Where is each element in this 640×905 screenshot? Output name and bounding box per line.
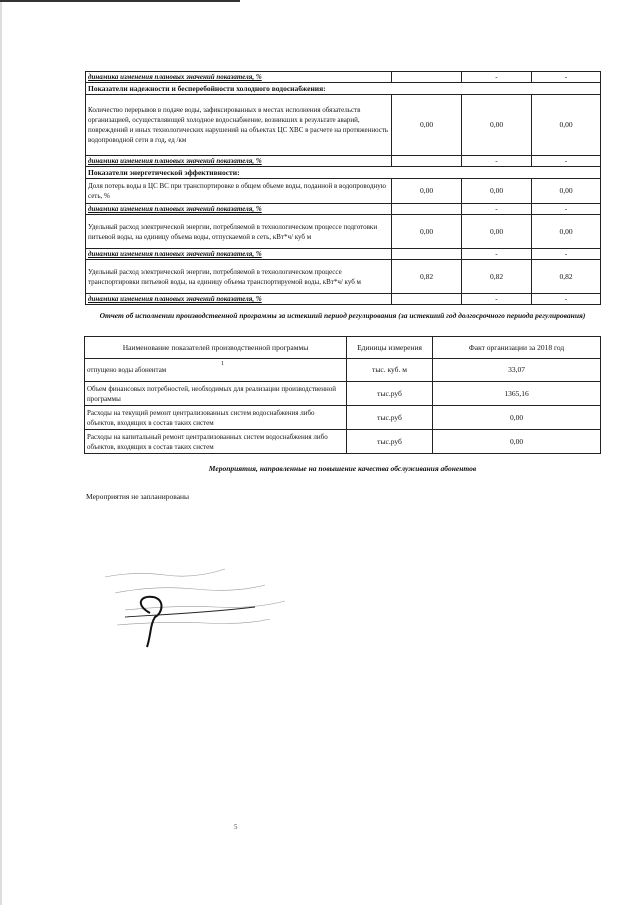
indicators-table xyxy=(85,71,601,305)
section-row xyxy=(86,83,601,95)
indicator-value: 0,00 xyxy=(462,179,532,204)
row-name: отпущено воды абонентам xyxy=(85,359,347,382)
indicator-value: 0,00 xyxy=(532,179,601,204)
indicator-value: - xyxy=(462,204,532,215)
report-table xyxy=(84,336,601,454)
indicator-value: - xyxy=(532,72,601,83)
indicator-value xyxy=(392,204,462,215)
tick-mark: 1 xyxy=(221,361,224,367)
indicator-row xyxy=(86,215,601,249)
measures-text: Мероприятия не запланированы xyxy=(86,492,190,501)
indicator-value xyxy=(392,294,462,305)
indicator-label: динамика изменения плановых значений показателя, % xyxy=(86,156,392,167)
indicator-value: 0,82 xyxy=(392,260,462,294)
top-line xyxy=(0,0,240,2)
report-row xyxy=(85,359,601,382)
report-title: Отчет об исполнении производственной программы за истекший период регулирования (за истекший год долгосрочного периода регулирования) xyxy=(99,311,586,320)
indicator-label: динамика изменения плановых значений показателя, % xyxy=(86,204,392,215)
row-fact: 0,00 xyxy=(433,406,601,430)
indicator-label: динамика изменения плановых значений показателя, % xyxy=(86,249,392,260)
row-name: Расходы на текущий ремонт централизованных систем водоснабжения либо объектов, входящих в состав таких систем xyxy=(85,406,347,430)
row-unit: тыс.руб xyxy=(347,406,433,430)
section-label: Показатели надежности и бесперебойности холодного водоснабжения: xyxy=(86,83,601,95)
indicator-value: 0,00 xyxy=(532,95,601,156)
indicator-value: 0,00 xyxy=(392,215,462,249)
indicator-value: - xyxy=(462,72,532,83)
report-row xyxy=(85,382,601,406)
indicator-value: 0,00 xyxy=(392,179,462,204)
indicator-value: - xyxy=(532,294,601,305)
dynamics-row xyxy=(86,204,601,215)
header-fact: Факт организации за 2018 год xyxy=(433,337,601,359)
indicator-row xyxy=(86,260,601,294)
dynamics-row xyxy=(86,156,601,167)
measures-title: Мероприятия, направленные на повышение качества обслуживания абонентов xyxy=(208,464,477,473)
header-unit: Единицы измерения xyxy=(347,337,433,359)
indicator-label: Доля потерь воды в ЦС ВС при транспортировке в общем объеме воды, поданной в водопроводную сеть, % xyxy=(86,179,392,204)
indicator-label: Удельный расход электрической энергии, потребляемой в технологическом процессе транспортировки питьевой воды, на единицу объема транспортируемой воды, кВт*ч/ куб м xyxy=(86,260,392,294)
indicator-value: - xyxy=(462,156,532,167)
signature-stamp xyxy=(95,555,295,655)
row-fact: 33,07 xyxy=(433,359,601,382)
row-name: Объем финансовых потребностей, необходимых для реализации производственной программы xyxy=(85,382,347,406)
indicator-value: - xyxy=(532,204,601,215)
indicator-value: - xyxy=(462,249,532,260)
indicator-label: динамика изменения плановых значений показателя, % xyxy=(86,72,392,83)
header-name: Наименование показателей производственной программы xyxy=(85,337,347,359)
scan-edge xyxy=(0,0,2,905)
report-row xyxy=(85,406,601,430)
indicator-value: 0,82 xyxy=(462,260,532,294)
indicator-label: динамика изменения плановых значений показателя, % xyxy=(86,294,392,305)
indicator-value: - xyxy=(462,294,532,305)
row-fact: 0,00 xyxy=(433,430,601,454)
section-label: Показатели энергетической эффективности: xyxy=(86,167,601,179)
indicator-value: 0,00 xyxy=(532,215,601,249)
dynamics-row xyxy=(86,249,601,260)
indicator-value xyxy=(392,249,462,260)
indicator-value: 0,00 xyxy=(462,215,532,249)
row-fact: 1365,16 xyxy=(433,382,601,406)
indicator-value xyxy=(392,72,462,83)
dynamics-row xyxy=(86,72,601,83)
report-header-row xyxy=(85,337,601,359)
indicator-row xyxy=(86,179,601,204)
indicator-value: 0,00 xyxy=(392,95,462,156)
indicator-value: 0,00 xyxy=(462,95,532,156)
dynamics-row xyxy=(86,294,601,305)
indicator-value xyxy=(392,156,462,167)
indicator-row xyxy=(86,95,601,156)
page-mark: 5 xyxy=(234,823,238,831)
indicator-value: - xyxy=(532,156,601,167)
indicator-label: Удельный расход электрической энергии, потребляемой в технологическом процессе подготовки питьевой воды, на единицу объема воды, отпускаемой в сеть, кВт*ч/ куб м xyxy=(86,215,392,249)
row-unit: тыс.руб xyxy=(347,382,433,406)
row-name: Расходы на капитальный ремонт централизованных систем водоснабжения либо объектов, входящих в состав таких систем xyxy=(85,430,347,454)
indicator-value: - xyxy=(532,249,601,260)
section-row xyxy=(86,167,601,179)
indicator-value: 0,82 xyxy=(532,260,601,294)
report-row xyxy=(85,430,601,454)
row-unit: тыс. куб. м xyxy=(347,359,433,382)
indicator-label: Количество перерывов в подаче воды, зафиксированных в местах исполнения обязательств организацией, осуществляющей холодное водоснабжение, возникших в результате аварий, повреждений и иных технологических нарушений на объектах ЦС ХВС в расчете на протяженность водопроводной сети в год, ед /км xyxy=(86,95,392,156)
row-unit: тыс.руб xyxy=(347,430,433,454)
